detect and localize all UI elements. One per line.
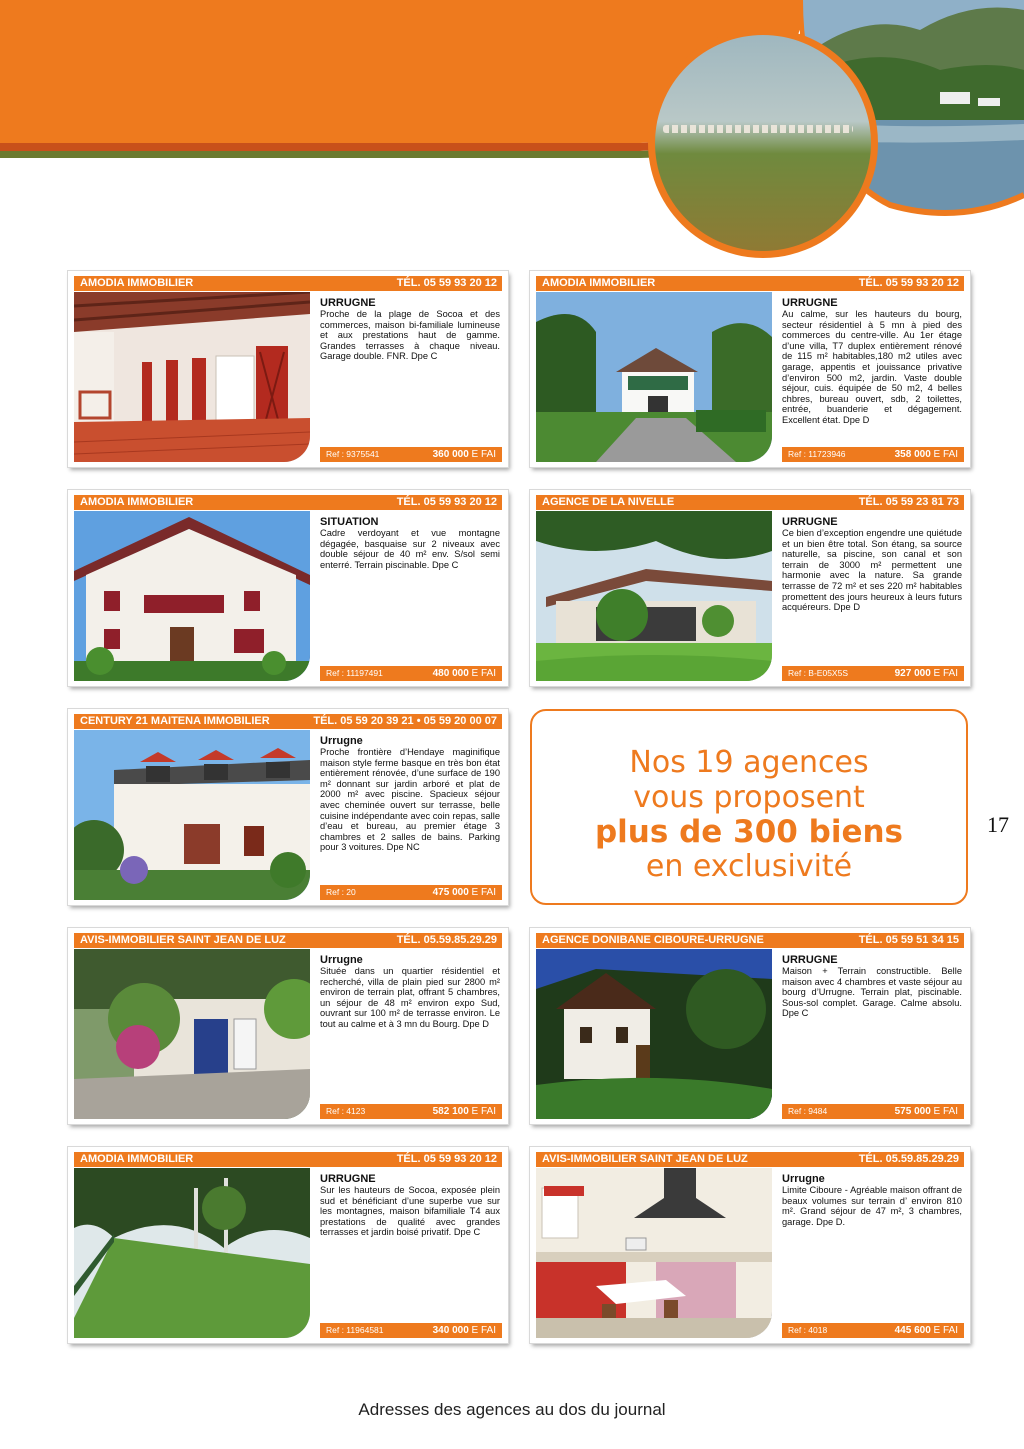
card-header xyxy=(536,276,964,291)
listing-description: Sur les hauteurs de Socoa, exposée plein sud et bénéficiant d’une superbe vue sur les montagnes, maison bifamiliale T4 aux prestations de qualité avec grandes terrasses et jardin boisé privatif. Dpe C xyxy=(320,1185,500,1238)
listing-card[interactable] xyxy=(68,271,508,467)
listing-ref: Ref : 4123 xyxy=(326,1106,366,1116)
card-footer xyxy=(320,885,502,900)
property-photo[interactable] xyxy=(74,730,310,900)
listing-title: URRUGNE xyxy=(320,1173,376,1185)
listing-description: Ce bien d’exception engendre une quiétude et un bien être total. Son étang, sa source naturelle, sa piscine, son canal et son terrain de 3000 m² permettent une harmonie avec la nature. Sa grande terrasse de 72 m² et ses 220 m² habitables promettent des jours heureux à leurs futurs acquéreurs. Dpe D xyxy=(782,528,962,613)
listing-price: 360 000 E FAI xyxy=(432,449,496,460)
listing-ref: Ref : 11723946 xyxy=(788,449,846,459)
promo-line: en exclusivité xyxy=(645,849,853,884)
listing-price: 445 600 E FAI xyxy=(894,1325,958,1336)
card-footer xyxy=(320,447,502,462)
agency-name: AVIS-IMMOBILIER SAINT JEAN DE LUZ xyxy=(80,934,286,946)
landscape-photo-sheep-sea xyxy=(648,28,878,258)
card-header xyxy=(536,495,964,510)
property-photo[interactable] xyxy=(74,511,310,681)
card-footer xyxy=(782,1104,964,1119)
agency-phone: TÉL. 05 59 23 81 73 xyxy=(858,496,959,508)
listing-title: Urrugne xyxy=(782,1173,825,1185)
listing-price: 582 100 E FAI xyxy=(432,1106,496,1117)
listing-price: 480 000 E FAI xyxy=(432,668,496,679)
listing-ref: Ref : 9375541 xyxy=(326,449,380,459)
card-footer xyxy=(782,447,964,462)
listing-card[interactable] xyxy=(530,928,970,1124)
agency-phone: TÉL. 05 59 93 20 12 xyxy=(396,1153,497,1165)
agency-name: AMODIA IMMOBILIER xyxy=(80,277,194,289)
agency-name: AGENCE DONIBANE CIBOURE-URRUGNE xyxy=(542,934,764,946)
agency-phone: TÉL. 05.59.85.29.29 xyxy=(396,934,497,946)
agency-phone: TÉL. 05 59 20 39 21 • 05 59 20 00 07 xyxy=(313,715,497,727)
card-header xyxy=(74,1152,502,1167)
listing-description: Proche de la plage de Socoa et des commerces, maison bi-familiale lumineuse et aux prestations haut de gamme. Grandes terrasses à chaque niveau. Garage double. FNR. Dpe C xyxy=(320,309,500,362)
property-photo[interactable] xyxy=(74,1168,310,1338)
agency-phone: TÉL. 05 59 93 20 12 xyxy=(858,277,959,289)
footer-note: Adresses des agences au dos du journal xyxy=(358,1400,666,1419)
listing-title: URRUGNE xyxy=(782,297,838,309)
agency-name: AMODIA IMMOBILIER xyxy=(80,1153,194,1165)
listing-card[interactable] xyxy=(530,271,970,467)
card-footer xyxy=(320,666,502,681)
agency-name: AMODIA IMMOBILIER xyxy=(542,277,656,289)
page-number: 17 xyxy=(987,812,1009,837)
agency-phone: TÉL. 05 59 93 20 12 xyxy=(396,496,497,508)
listing-description: Au calme, sur les hauteurs du bourg, secteur résidentiel à 5 mn à pied des commerces du centre-ville. Au 1er étage d’une villa, T7 duplex entièrement rénové de 115 m² habitables,180 m2 utiles avec garage, appentis et jouissance privative d’environ 500 m2, jardin. Vaste double séjour, cuis. équipée de 50 m2, 4 belles chbres, bureau ouvert, sdb, 2 toilettes, entrée, buanderie et dégagement. Excellent état. Dpe D xyxy=(782,309,962,425)
property-photo[interactable] xyxy=(536,949,772,1119)
listing-ref: Ref : 20 xyxy=(326,887,356,897)
listing-ref: Ref : 11964581 xyxy=(326,1325,384,1335)
listing-description: Limite Ciboure - Agréable maison offrant de beaux volumes sur terrain d’ environ 810 m². Grand séjour de 47 m², 3 chambres, garage. Dpe D. xyxy=(782,1185,962,1227)
property-photo[interactable] xyxy=(536,292,772,462)
listing-price: 340 000 E FAI xyxy=(432,1325,496,1336)
listing-ref: Ref : B-E05X5S xyxy=(788,668,849,678)
card-header xyxy=(536,1152,964,1167)
listing-card[interactable] xyxy=(68,709,508,905)
card-header xyxy=(536,933,964,948)
card-header xyxy=(74,714,502,729)
promo-line: Nos 19 agences xyxy=(629,745,869,780)
property-photo[interactable] xyxy=(536,1168,772,1338)
listing-ref: Ref : 9484 xyxy=(788,1106,828,1116)
listing-price: 575 000 E FAI xyxy=(894,1106,958,1117)
listing-title: Urrugne xyxy=(320,735,363,747)
listing-description: Proche frontière d’Hendaye maginifique maison style ferme basque en très bon état entièrement rénovée, d’une surface de 190 m² donnant sur jardin arboré et plat de 2000 m² avec piscine. Spacieux séjour avec cheminée ouvert sur terrasse, belle cuisine indépendante avec coin repas, salle d’eau et bureau, au premier étage 3 chambres et 2 salles de bains. Parking pour 3 voitures. Dpe NC xyxy=(320,747,500,853)
listing-ref: Ref : 4018 xyxy=(788,1325,828,1335)
promo-line-highlight: plus de 300 biens xyxy=(594,814,903,850)
listing-card[interactable] xyxy=(68,490,508,686)
property-photo[interactable] xyxy=(536,511,772,681)
card-header xyxy=(74,933,502,948)
listing-card[interactable] xyxy=(530,490,970,686)
listing-title: SITUATION xyxy=(320,516,379,528)
agency-name: AGENCE DE LA NIVELLE xyxy=(542,496,675,508)
listing-price: 475 000 E FAI xyxy=(432,887,496,898)
agency-name: CENTURY 21 MAITENA IMMOBILIER xyxy=(80,715,270,727)
agency-phone: TÉL. 05 59 93 20 12 xyxy=(396,277,497,289)
promo-box xyxy=(530,709,968,905)
listing-card[interactable] xyxy=(68,928,508,1124)
listing-title: URRUGNE xyxy=(782,954,838,966)
property-photo[interactable] xyxy=(74,292,310,462)
listing-price: 358 000 E FAI xyxy=(894,449,958,460)
agency-name: AMODIA IMMOBILIER xyxy=(80,496,194,508)
property-photo[interactable] xyxy=(74,949,310,1119)
card-footer xyxy=(320,1104,502,1119)
listing-description: Maison + Terrain constructible. Belle maison avec 4 chambres et vaste séjour au bourg d’Urrugne. Terrain plat, piscinable. Sous-sol complet. Garage. Calme absolu. Dpe C xyxy=(782,966,962,1019)
promo-line: vous proposent xyxy=(633,780,865,815)
listing-card[interactable] xyxy=(530,1147,970,1343)
agency-name: AVIS-IMMOBILIER SAINT JEAN DE LUZ xyxy=(542,1153,748,1165)
card-footer xyxy=(782,666,964,681)
card-header xyxy=(74,276,502,291)
listing-price: 927 000 E FAI xyxy=(894,668,958,679)
card-footer xyxy=(782,1323,964,1338)
listing-title: URRUGNE xyxy=(782,516,838,528)
agency-phone: TÉL. 05.59.85.29.29 xyxy=(858,1153,959,1165)
listing-ref: Ref : 11197491 xyxy=(326,668,383,678)
listing-title: URRUGNE xyxy=(320,297,376,309)
card-header xyxy=(74,495,502,510)
listing-description: Située dans un quartier résidentiel et recherché, villa de plain pied sur 2800 m² environ de terrain plat, offrant 5 chambres, un séjour de 48 m² environ expo Sud, ouvrant sur 100 m² de terrasse environ. Le tout au calme et à 3 mn du Bourg. Dpe D xyxy=(320,966,500,1029)
listing-title: Urrugne xyxy=(320,954,363,966)
listing-description: Cadre verdoyant et vue montagne dégagée, basquaise sur 2 niveaux avec double séjour de 40 m² env. S/sol semi enterré. Terrain piscinable. Dpe C xyxy=(320,528,500,570)
card-footer xyxy=(320,1323,502,1338)
listing-card[interactable] xyxy=(68,1147,508,1343)
agency-phone: TÉL. 05 59 51 34 15 xyxy=(858,934,959,946)
